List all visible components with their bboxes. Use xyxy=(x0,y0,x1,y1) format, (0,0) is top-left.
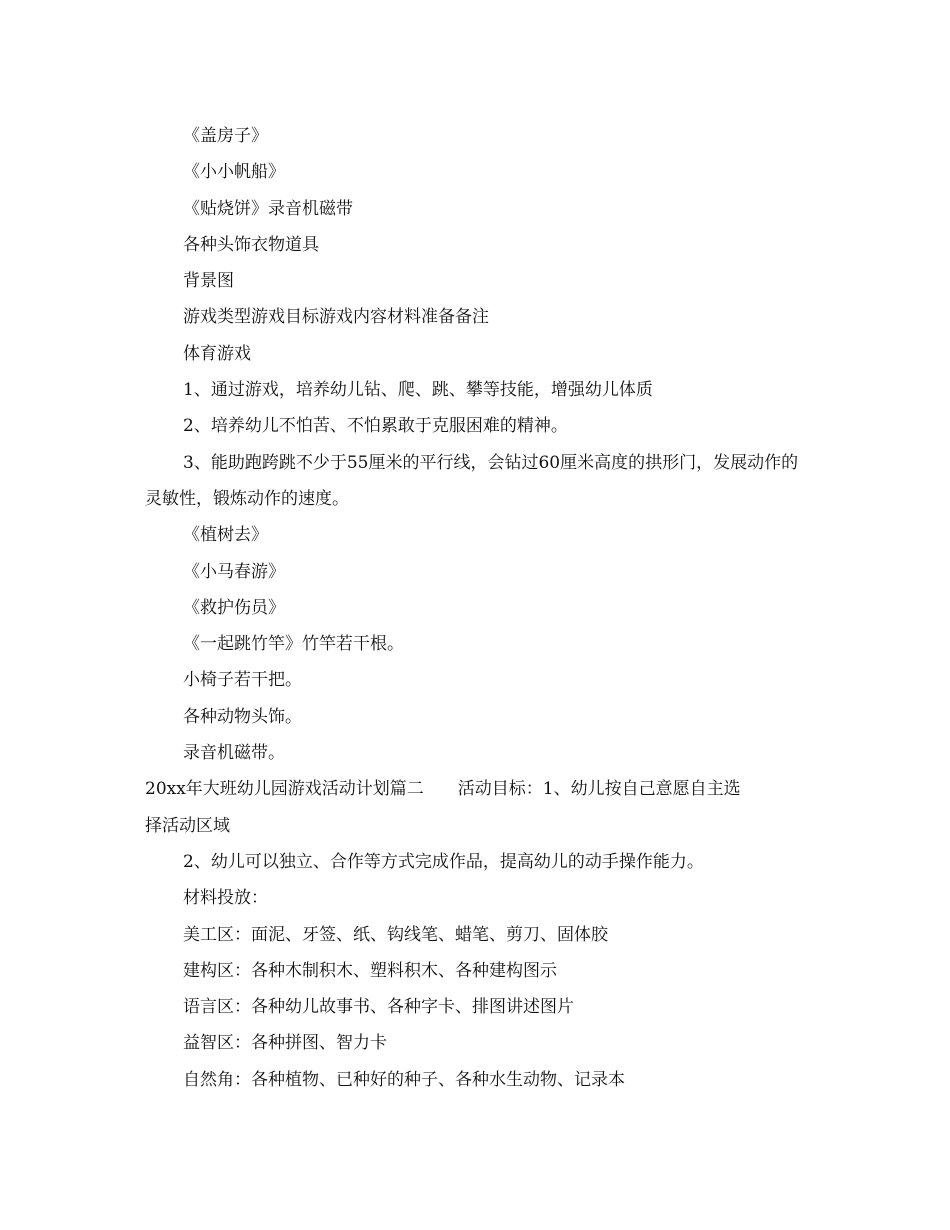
text-line: 自然角：各种植物、已种好的种子、各种水生动物、记录本 xyxy=(183,1069,625,1090)
text-line: 体育游戏 xyxy=(183,343,251,364)
text-line: 1、通过游戏，培养幼儿钻、爬、跳、攀等技能，增强幼儿体质 xyxy=(183,380,653,401)
text-line: 《救护伤员》 xyxy=(183,597,285,618)
text-line: 美工区：面泥、牙签、纸、钩线笔、蜡笔、剪刀、固体胶 xyxy=(183,924,608,945)
text-line: 小椅子若干把。 xyxy=(183,670,302,691)
text-line: 各种头饰衣物道具 xyxy=(183,234,319,255)
text-line: 《小小帆船》 xyxy=(183,162,285,183)
text-line: 《小马春游》 xyxy=(183,561,285,582)
text-line: 背景图 xyxy=(183,271,234,292)
text-line: 各种动物头饰。 xyxy=(183,706,302,727)
text-line: 《盖房子》 xyxy=(183,126,268,146)
text-line: 2、幼儿可以独立、合作等方式完成作品，提高幼儿的动手操作能力。 xyxy=(183,851,704,872)
text-line: 游戏类型游戏目标游戏内容材料准备备注 xyxy=(183,307,489,328)
text-line: 录音机磁带。 xyxy=(183,743,285,764)
text-line: 益智区：各种拼图、智力卡 xyxy=(183,1033,387,1054)
text-line: 语言区：各种幼儿故事书、各种字卡、排图讲述图片 xyxy=(183,997,574,1018)
text-line: 2、培养幼儿不怕苦、不怕累敢于克服困难的精神。 xyxy=(183,416,568,437)
document-body xyxy=(145,118,815,1098)
text-line: 《植树去》 xyxy=(183,525,268,546)
paragraph: 3、能助跑跨跳不少于55厘米的平行线，会钻过60厘米高度的拱形门，发展动作的灵敏性，锻炼动作的速度。 xyxy=(145,452,799,509)
section-heading-line: 20xx年大班幼儿园游戏活动计划篇二 活动目标：1、幼儿按自己意愿自主选 xyxy=(145,779,741,800)
text-line: 建构区：各种木制积木、塑料积木、各种建构图示 xyxy=(183,960,557,981)
text-line: 择活动区域 xyxy=(145,815,230,836)
text-line: 《贴烧饼》录音机磁带 xyxy=(183,198,353,219)
text-line: 材料投放： xyxy=(183,888,268,909)
text-line: 《一起跳竹竿》竹竿若干根。 xyxy=(183,634,404,655)
